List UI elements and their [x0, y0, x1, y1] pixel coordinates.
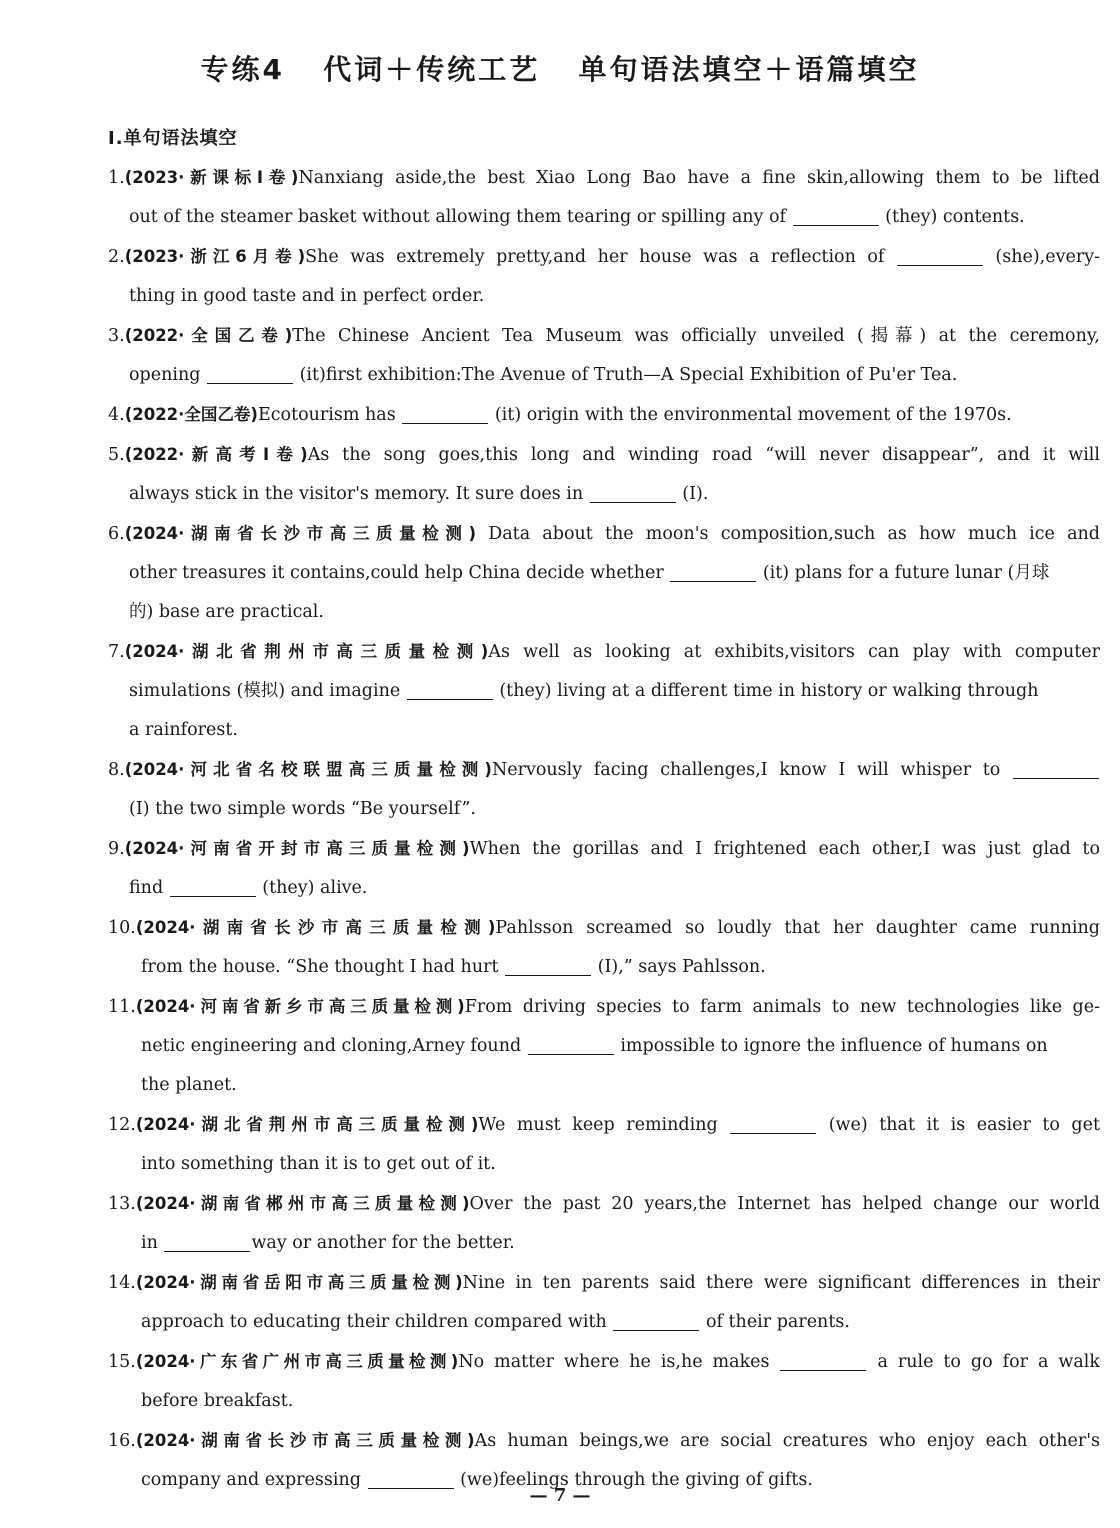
item-number: 8.: [108, 760, 125, 780]
exercise-line: [108, 554, 1100, 593]
exercise-item: [108, 987, 1100, 1105]
item-text: before breakfast.: [141, 1391, 294, 1411]
item-source: (2024·广东省广州市高三质量检测): [135, 1352, 459, 1371]
page-title: 专练4 代词＋传统工艺 单句语法填空＋语篇填空: [200, 53, 920, 86]
exercise-line: [108, 711, 1100, 750]
answer-blank[interactable]: [505, 955, 591, 975]
item-source: (2024·湖南省郴州市高三质量检测): [135, 1194, 470, 1213]
exercise-item: [108, 395, 1100, 435]
item-text: When the gorillas and I frightened each other,I was just glad to: [469, 839, 1100, 859]
item-text: (we) that it is easier to get: [817, 1115, 1100, 1135]
exercise-line: [108, 475, 1100, 514]
exercise-line: [108, 316, 1100, 356]
exercise-line: [108, 869, 1100, 908]
item-text: other treasures it contains,could help China decide whether: [129, 563, 670, 583]
item-text: into something than it is to get out of it.: [141, 1154, 496, 1174]
item-number: 11.: [108, 997, 136, 1017]
answer-blank[interactable]: [402, 403, 488, 423]
exercise-line: [108, 1303, 1100, 1342]
answer-blank[interactable]: [780, 1350, 866, 1370]
exercise-item: [108, 632, 1100, 750]
item-text: As the song goes,this long and winding road “will never disappear”, and it will: [307, 445, 1100, 465]
exercise-line: [108, 1382, 1100, 1421]
item-number: 2.: [108, 247, 125, 267]
item-text: (it) origin with the environmental movement of the 1970s.: [489, 405, 1012, 425]
item-text: simulations (模拟) and imagine: [129, 681, 406, 701]
item-text: (they) contents.: [879, 207, 1025, 227]
answer-blank[interactable]: [793, 205, 879, 225]
item-number: 9.: [108, 839, 125, 859]
answer-blank[interactable]: [730, 1113, 816, 1133]
exercise-item: [108, 1184, 1100, 1263]
item-text: Ecotourism has: [257, 405, 402, 425]
item-text: (it) plans for a future lunar (月球: [757, 563, 1050, 583]
item-text: Nanxiang aside,the best Xiao Long Bao have a fine skin,allowing them to be lifted: [298, 168, 1100, 188]
exercise-line: [108, 987, 1100, 1027]
item-number: 14.: [108, 1273, 136, 1293]
section-heading: Ⅰ.单句语法填空: [108, 128, 238, 149]
exercise-line: [108, 1263, 1100, 1303]
exercise-item: [108, 514, 1100, 632]
item-text: We must keep reminding: [478, 1115, 730, 1135]
exercise-line: [108, 1027, 1100, 1066]
exercise-line: [108, 908, 1100, 948]
exercise-item: [108, 1342, 1100, 1421]
exercise-line: [108, 1224, 1100, 1263]
item-text: She was extremely pretty,and her house was a reflection of: [305, 247, 896, 267]
exercise-line: [108, 1105, 1100, 1145]
item-number: 3.: [108, 326, 125, 346]
item-text: As human beings,we are social creatures who enjoy each other's: [474, 1431, 1100, 1451]
item-source: (2023·浙江6月卷): [124, 247, 306, 266]
item-number: 13.: [108, 1194, 136, 1214]
item-text: netic engineering and cloning,Arney found: [141, 1036, 527, 1056]
item-source: (2024·湖北省荆州市高三质量检测): [124, 642, 489, 661]
item-text: opening: [129, 365, 206, 385]
item-text: thing in good taste and in perfect order.: [129, 286, 485, 306]
exercise-line: [108, 750, 1100, 790]
item-text: No matter where he is,he makes: [458, 1352, 780, 1372]
item-text: of their parents.: [700, 1312, 850, 1332]
item-text: (I) the two simple words “Be yourself”.: [129, 799, 476, 819]
exercise-list: [108, 158, 1100, 1500]
exercise-line: [108, 948, 1100, 987]
item-source: (2023·新课标Ⅰ卷): [124, 168, 299, 187]
item-text: The Chinese Ancient Tea Museum was officially unveiled (揭幕) at the ceremony,: [292, 326, 1100, 346]
exercise-item: [108, 435, 1100, 514]
answer-blank[interactable]: [528, 1034, 614, 1054]
exercise-line: [108, 237, 1100, 277]
answer-blank[interactable]: [1013, 758, 1099, 778]
answer-blank[interactable]: [897, 245, 983, 265]
page-number: — 7 —: [529, 1485, 591, 1506]
exercise-line: [108, 1145, 1100, 1184]
exercise-line: [108, 277, 1100, 316]
exercise-item: [108, 829, 1100, 908]
exercise-item: [108, 1263, 1100, 1342]
item-text: (I).: [676, 484, 709, 504]
item-source: (2024·河北省名校联盟高三质量检测): [124, 760, 492, 779]
item-text: Nine in ten parents said there were significant differences in their: [462, 1273, 1100, 1293]
item-number: 6.: [108, 524, 125, 544]
item-number: 12.: [108, 1115, 136, 1135]
item-source: (2024·湖南省岳阳市高三质量检测): [135, 1273, 463, 1292]
item-text: find: [129, 878, 169, 898]
item-text: out of the steamer basket without allowing them tearing or spilling any of: [129, 207, 792, 227]
exercise-line: [108, 632, 1100, 672]
item-source: (2024·湖南省长沙市高三质量检测): [135, 918, 496, 937]
answer-blank[interactable]: [590, 482, 676, 502]
item-number: 5.: [108, 445, 125, 465]
item-text: a rainforest.: [129, 720, 238, 740]
item-number: 1.: [108, 168, 125, 188]
exercise-item: [108, 908, 1100, 987]
exercise-line: [108, 1066, 1100, 1105]
item-text: (it)first exhibition:The Avenue of Truth—A Special Exhibition of Pu'er Tea.: [294, 365, 958, 385]
exercise-line: [108, 198, 1100, 237]
item-text: company and expressing: [141, 1470, 367, 1490]
item-text: approach to educating their children compared with: [141, 1312, 613, 1332]
exercise-line: [108, 672, 1100, 711]
item-source: (2022·新高考Ⅰ卷): [124, 445, 308, 464]
item-text: a rule to go for a walk: [867, 1352, 1100, 1372]
exercise-line: [108, 435, 1100, 475]
item-source: (2024·湖南省长沙市高三质量检测): [135, 1431, 475, 1450]
item-text: impossible to ignore the influence of humans on: [614, 1036, 1048, 1056]
item-source: (2024·河南省新乡市高三质量检测): [135, 997, 465, 1016]
exercise-line: [108, 514, 1100, 554]
item-text: way or another for the better.: [251, 1233, 515, 1253]
exercise-line: [108, 593, 1100, 632]
exercise-line: [108, 158, 1100, 198]
exercise-line: [108, 1342, 1100, 1382]
item-number: 16.: [108, 1431, 136, 1451]
item-number: 7.: [108, 642, 125, 662]
item-text: From driving species to farm animals to new technologies like ge-: [464, 997, 1100, 1017]
item-source: (2024·湖南省长沙市高三质量检测): [124, 524, 477, 543]
item-text: Nervously facing challenges,I know I will whisper to: [491, 760, 1012, 780]
exercise-line: [108, 395, 1100, 435]
answer-blank[interactable]: [164, 1231, 250, 1251]
exercise-line: [108, 790, 1100, 829]
item-text: the planet.: [141, 1075, 237, 1095]
answer-blank[interactable]: [613, 1310, 699, 1330]
answer-blank[interactable]: [670, 561, 756, 581]
answer-blank[interactable]: [207, 363, 293, 383]
item-number: 15.: [108, 1352, 136, 1372]
item-text: Over the past 20 years,the Internet has helped change our world: [469, 1194, 1100, 1214]
item-text: always stick in the visitor's memory. It sure does in: [129, 484, 589, 504]
exercise-item: [108, 750, 1100, 829]
item-text: (we)feelings through the giving of gifts.: [454, 1470, 813, 1490]
item-source: (2022·全国乙卷): [124, 326, 293, 345]
item-text: in: [141, 1233, 164, 1253]
answer-blank[interactable]: [407, 679, 493, 699]
item-text: (I),” says Pahlsson.: [592, 957, 766, 977]
item-source: (2024·河南省开封市高三质量检测): [124, 839, 470, 858]
exercise-item: [108, 316, 1100, 395]
item-text: Data about the moon's composition,such as how much ice and: [476, 524, 1100, 544]
item-number: 10.: [108, 918, 136, 938]
item-source: (2022·全国乙卷): [124, 405, 258, 424]
item-text: Pahlsson screamed so loudly that her daughter came running: [495, 918, 1100, 938]
item-text: from the house. “She thought I had hurt: [141, 957, 505, 977]
item-source: (2024·湖北省荆州市高三质量检测): [135, 1115, 479, 1134]
exercise-line: [108, 1184, 1100, 1224]
item-text: As well as looking at exhibits,visitors can play with computer: [488, 642, 1100, 662]
exercise-line: [108, 356, 1100, 395]
item-text: (they) living at a different time in history or walking through: [493, 681, 1039, 701]
exercise-line: [108, 829, 1100, 869]
exercise-item: [108, 237, 1100, 316]
item-number: 4.: [108, 405, 125, 425]
exercise-item: [108, 158, 1100, 237]
item-text: (she),every-: [983, 247, 1100, 267]
exercise-item: [108, 1105, 1100, 1184]
exercise-line: [108, 1421, 1100, 1461]
item-text: (they) alive.: [256, 878, 368, 898]
item-text: 的) base are practical.: [129, 602, 324, 622]
answer-blank[interactable]: [170, 876, 256, 896]
